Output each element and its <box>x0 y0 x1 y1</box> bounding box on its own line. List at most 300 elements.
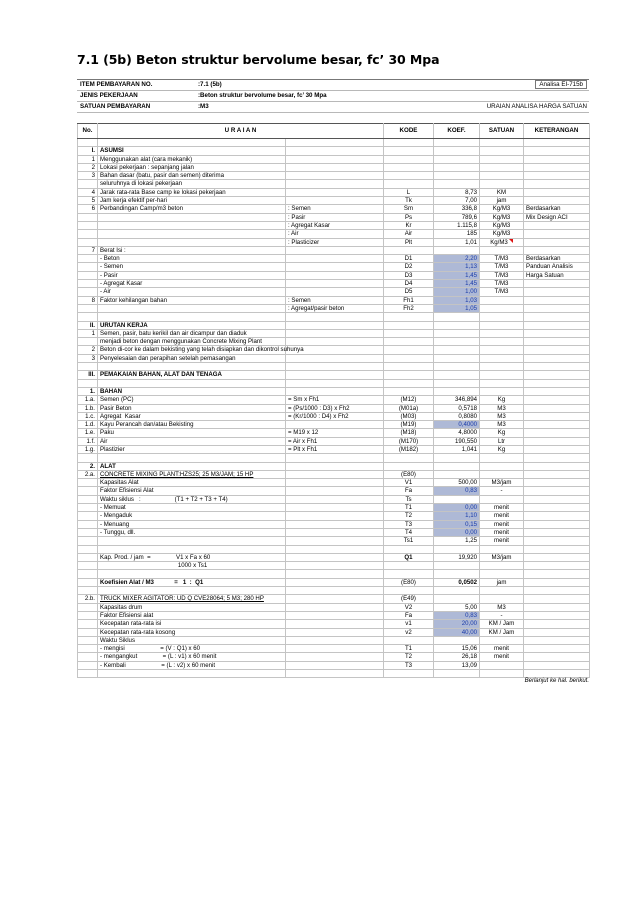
cell-kode: T4 <box>384 528 434 536</box>
cell-no <box>78 304 98 312</box>
cell-satuan <box>480 155 524 163</box>
cell-keterangan <box>524 288 590 296</box>
cell-kode: D1 <box>384 255 434 263</box>
cell-koef: 500,00 <box>434 479 480 487</box>
table-row <box>78 147 590 155</box>
cell-satuan <box>480 329 524 337</box>
table-row <box>78 587 590 595</box>
cell-satuan: menit <box>480 653 524 661</box>
table-row <box>78 313 590 321</box>
table-row <box>78 404 590 412</box>
cell-formula <box>286 620 384 628</box>
table-row <box>78 163 590 171</box>
cell-formula <box>286 371 384 379</box>
cell-keterangan <box>524 421 590 429</box>
cell-formula <box>286 504 384 512</box>
cell-formula <box>286 603 384 611</box>
cell-koef <box>434 454 480 462</box>
cell-uraian: Kap. Prod. / jam = V1 x Fa x 60 <box>98 553 286 561</box>
cell-koef: 789,6 <box>434 213 480 221</box>
table-row <box>78 255 590 263</box>
cell-formula <box>286 454 384 462</box>
cell-koef: 5,00 <box>434 603 480 611</box>
cell-formula <box>286 578 384 586</box>
cell-satuan: Ltr <box>480 437 524 445</box>
cell-uraian: Penyelesaian dan perapihan setelah pemasangan <box>98 354 286 362</box>
cell-koef: 1,00 <box>434 288 480 296</box>
table-row <box>78 371 590 379</box>
cell-formula: : Agregat/pasir beton <box>286 304 384 312</box>
cell-formula <box>286 354 384 362</box>
cell-kode: (M03) <box>384 412 434 420</box>
cell-satuan <box>480 454 524 462</box>
table-row <box>78 562 590 570</box>
cell-no <box>78 553 98 561</box>
cell-no <box>78 487 98 495</box>
cell-uraian: - Air <box>98 288 286 296</box>
cell-keterangan <box>524 304 590 312</box>
cell-keterangan <box>524 379 590 387</box>
cell-keterangan <box>524 462 590 470</box>
cell-koef <box>434 155 480 163</box>
cell-satuan: menit <box>480 537 524 545</box>
column-header-row <box>78 124 590 139</box>
cell-satuan <box>480 595 524 603</box>
cell-keterangan <box>524 180 590 188</box>
cell-satuan: Kg/M3 <box>480 213 524 221</box>
cell-satuan <box>480 180 524 188</box>
cell-uraian: Koefisien Alat / M3 = 1 : Q1 <box>98 578 286 586</box>
cell-satuan: M3 <box>480 603 524 611</box>
cell-keterangan <box>524 661 590 669</box>
cell-koef: 190,550 <box>434 437 480 445</box>
col-keterangan: KETERANGAN <box>524 124 590 139</box>
cell-no <box>78 255 98 263</box>
cell-koef <box>434 387 480 395</box>
cell-uraian: Jarak rata-rata Base camp ke lokasi pekerjaan <box>98 188 286 196</box>
cell-kode: T1 <box>384 645 434 653</box>
cell-no <box>78 363 98 371</box>
cell-koef <box>434 670 480 678</box>
cell-keterangan <box>524 454 590 462</box>
cell-uraian <box>98 238 286 246</box>
cell-formula <box>286 363 384 371</box>
cell-formula <box>286 645 384 653</box>
cell-satuan <box>480 346 524 354</box>
col-koef: KOEF. <box>434 124 480 139</box>
table-row <box>78 396 590 404</box>
cell-satuan: M3 <box>480 404 524 412</box>
cell-satuan: Kg <box>480 396 524 404</box>
cell-formula <box>286 595 384 603</box>
table-row <box>78 172 590 180</box>
cell-no: I. <box>78 147 98 155</box>
cell-koef: 0,83 <box>434 487 480 495</box>
cell-no <box>78 562 98 570</box>
cell-kode: Kr <box>384 221 434 229</box>
cell-koef: 1,13 <box>434 263 480 271</box>
cell-keterangan <box>524 197 590 205</box>
cell-uraian: Bahan dasar (batu, pasir dan semen) diterima <box>98 172 286 180</box>
cell-uraian: Waktu siklus : (T1 + T2 + T3 + T4) <box>98 495 286 503</box>
cell-keterangan <box>524 512 590 520</box>
cell-kode: Tk <box>384 197 434 205</box>
cell-uraian: - mengisi = (V : Q1) x 60 <box>98 645 286 653</box>
cell-kode <box>384 346 434 354</box>
cell-no: 1.d. <box>78 421 98 429</box>
cell-koef <box>434 562 480 570</box>
cell-formula <box>286 562 384 570</box>
cell-kode: V2 <box>384 603 434 611</box>
table-row <box>78 487 590 495</box>
cell-keterangan <box>524 520 590 528</box>
cell-uraian: Kayu Perancah dan/atau Bekisting <box>98 421 286 429</box>
cell-satuan <box>480 172 524 180</box>
cell-uraian <box>98 454 286 462</box>
cell-satuan: menit <box>480 504 524 512</box>
cell-uraian: Agregat Kasar <box>98 412 286 420</box>
table-row <box>78 429 590 437</box>
col-kode: KODE <box>384 124 434 139</box>
cell-koef <box>434 246 480 254</box>
cell-uraian: Beton di-cor ke dalam bekisting yang telah disiapkan dan dikontrol suhunya <box>98 346 286 354</box>
cell-no <box>78 520 98 528</box>
cell-no <box>78 645 98 653</box>
cell-keterangan: Berdasarkan <box>524 205 590 213</box>
cell-koef <box>434 595 480 603</box>
comment-marker-icon <box>509 239 513 243</box>
table-row <box>78 445 590 453</box>
cell-uraian: - Pasir <box>98 271 286 279</box>
cell-uraian: Kapasitas Alat <box>98 479 286 487</box>
cell-uraian <box>98 379 286 387</box>
cell-keterangan <box>524 354 590 362</box>
cell-kode <box>384 454 434 462</box>
table-row <box>78 271 590 279</box>
cell-koef: 1,03 <box>434 296 480 304</box>
cell-satuan: menit <box>480 520 524 528</box>
table-row <box>78 246 590 254</box>
table-row <box>78 363 590 371</box>
cell-kode <box>384 329 434 337</box>
cell-uraian: Paku <box>98 429 286 437</box>
cell-no: 1.e. <box>78 429 98 437</box>
cell-no <box>78 670 98 678</box>
cell-satuan <box>480 338 524 346</box>
cell-koef: 0,00 <box>434 504 480 512</box>
cell-koef: 0,8080 <box>434 412 480 420</box>
uraian-analisa-label: URAIAN ANALISA HARGA SATUAN <box>486 103 587 110</box>
table-row <box>78 379 590 387</box>
cell-no <box>78 587 98 595</box>
cell-no <box>78 545 98 553</box>
table-row <box>78 504 590 512</box>
table-row <box>78 462 590 470</box>
cell-uraian: Kapasitas drum <box>98 603 286 611</box>
cell-keterangan <box>524 653 590 661</box>
cell-kode: V1 <box>384 479 434 487</box>
cell-satuan: menit <box>480 528 524 536</box>
cell-kode: Plt <box>384 238 434 246</box>
cell-satuan <box>480 354 524 362</box>
cell-koef <box>434 172 480 180</box>
cell-kode: Fa <box>384 611 434 619</box>
cell-formula <box>286 387 384 395</box>
table-row <box>78 537 590 545</box>
cell-kode <box>384 155 434 163</box>
cell-no: 3 <box>78 354 98 362</box>
cell-keterangan <box>524 321 590 329</box>
cell-no: III. <box>78 371 98 379</box>
cell-satuan <box>480 147 524 155</box>
cell-formula <box>286 512 384 520</box>
cell-formula <box>286 479 384 487</box>
cell-keterangan: Berdasarkan <box>524 255 590 263</box>
cell-uraian: - Mengaduk <box>98 512 286 520</box>
cell-formula <box>286 520 384 528</box>
cell-no <box>78 313 98 321</box>
cell-no <box>78 139 98 147</box>
cell-keterangan: Mix Design ACI <box>524 213 590 221</box>
cell-formula: = Sm x Fh1 <box>286 396 384 404</box>
cell-koef <box>434 338 480 346</box>
cell-koef: 0,15 <box>434 520 480 528</box>
cell-kode <box>384 587 434 595</box>
cell-koef: 1,10 <box>434 512 480 520</box>
cell-keterangan <box>524 188 590 196</box>
cell-uraian: - Menuang <box>98 520 286 528</box>
cell-formula <box>286 537 384 545</box>
table-row <box>78 188 590 196</box>
cell-koef: 1,25 <box>434 537 480 545</box>
cell-kode <box>384 545 434 553</box>
cell-kode <box>384 636 434 644</box>
cell-formula <box>286 470 384 478</box>
cell-formula <box>286 180 384 188</box>
cell-keterangan <box>524 313 590 321</box>
cell-keterangan <box>524 528 590 536</box>
cell-uraian: - Agregat Kasar <box>98 280 286 288</box>
cell-uraian <box>98 230 286 238</box>
cell-formula <box>286 661 384 669</box>
cell-formula <box>286 628 384 636</box>
table-row <box>78 238 590 246</box>
cell-koef <box>434 371 480 379</box>
table-row <box>78 570 590 578</box>
cell-satuan <box>480 636 524 644</box>
cell-uraian: ASUMSI <box>98 147 286 155</box>
cell-formula: : Pasir <box>286 213 384 221</box>
cell-keterangan <box>524 603 590 611</box>
cell-uraian <box>98 670 286 678</box>
cell-satuan: T/M3 <box>480 271 524 279</box>
table-row <box>78 653 590 661</box>
cell-kode: T2 <box>384 512 434 520</box>
cell-uraian: menjadi beton dengan menggunakan Concrete Mixing Plant <box>98 338 286 346</box>
jenis-value: :Beton struktur bervolume besar, fc’ 30 Mpa <box>198 92 327 99</box>
cell-kode <box>384 670 434 678</box>
cell-no: 1.b. <box>78 404 98 412</box>
col-uraian: U R A I A N <box>98 124 384 139</box>
cell-kode: (M18) <box>384 429 434 437</box>
cell-keterangan: Harga Satuan <box>524 271 590 279</box>
cell-kode: Ps <box>384 213 434 221</box>
cell-koef: 1,01 <box>434 238 480 246</box>
cell-koef: 1,041 <box>434 445 480 453</box>
cell-koef <box>434 313 480 321</box>
cell-kode <box>384 163 434 171</box>
cell-kode: (E80) <box>384 578 434 586</box>
cell-uraian: Pasir Beton <box>98 404 286 412</box>
table-row <box>78 636 590 644</box>
cell-formula <box>286 545 384 553</box>
cell-uraian <box>98 363 286 371</box>
cell-uraian: Semen, pasir, batu kerikil dan air dicampur dan diaduk <box>98 329 286 337</box>
cell-formula <box>286 313 384 321</box>
cell-keterangan <box>524 487 590 495</box>
cell-formula <box>286 163 384 171</box>
cell-formula <box>286 139 384 147</box>
cell-koef: 13,09 <box>434 661 480 669</box>
cell-uraian <box>98 213 286 221</box>
cell-keterangan <box>524 163 590 171</box>
cell-no: 1 <box>78 155 98 163</box>
cell-koef: 0,4000 <box>434 421 480 429</box>
cell-keterangan <box>524 628 590 636</box>
cell-keterangan <box>524 645 590 653</box>
cell-formula <box>286 280 384 288</box>
cell-formula: = (Ps/1000 : D3) x Fh2 <box>286 404 384 412</box>
cell-no <box>78 636 98 644</box>
cell-no: 1 <box>78 329 98 337</box>
cell-keterangan <box>524 587 590 595</box>
cell-koef: 19,920 <box>434 553 480 561</box>
cell-koef: 336,8 <box>434 205 480 213</box>
cell-no <box>78 570 98 578</box>
table-row <box>78 454 590 462</box>
cell-formula <box>286 379 384 387</box>
col-satuan: SATUAN <box>480 124 524 139</box>
cell-satuan <box>480 246 524 254</box>
cell-koef <box>434 321 480 329</box>
cell-formula <box>286 570 384 578</box>
cell-kode <box>384 172 434 180</box>
cell-uraian: Kecepatan rata-rata isi <box>98 620 286 628</box>
cell-satuan: M3 <box>480 412 524 420</box>
cell-no <box>78 512 98 520</box>
cell-satuan: KM <box>480 188 524 196</box>
cell-kode <box>384 180 434 188</box>
table-row <box>78 479 590 487</box>
cell-uraian <box>98 313 286 321</box>
cell-koef: 20,00 <box>434 620 480 628</box>
cell-keterangan <box>524 429 590 437</box>
cell-kode: T2 <box>384 653 434 661</box>
cell-koef <box>434 495 480 503</box>
cell-keterangan <box>524 412 590 420</box>
table-row <box>78 329 590 337</box>
cell-formula <box>286 197 384 205</box>
cell-keterangan <box>524 504 590 512</box>
cell-kode: Q1 <box>384 553 434 561</box>
cell-koef: 4,8000 <box>434 429 480 437</box>
cell-formula <box>286 271 384 279</box>
table-row <box>78 288 590 296</box>
cell-kode <box>384 562 434 570</box>
cell-keterangan <box>524 553 590 561</box>
cell-keterangan <box>524 495 590 503</box>
cell-satuan: Kg/M3 <box>480 230 524 238</box>
cell-satuan <box>480 313 524 321</box>
cell-keterangan <box>524 155 590 163</box>
table-row <box>78 205 590 213</box>
cell-formula: : Semen <box>286 296 384 304</box>
cell-satuan: Kg <box>480 445 524 453</box>
cell-koef: 2,20 <box>434 255 480 263</box>
cell-formula <box>286 553 384 561</box>
table-row <box>78 603 590 611</box>
cell-keterangan <box>524 338 590 346</box>
cell-koef: 1.115,8 <box>434 221 480 229</box>
table-row <box>78 230 590 238</box>
cell-kode <box>384 147 434 155</box>
cell-no: 1.a. <box>78 396 98 404</box>
cell-uraian: - Memuat <box>98 504 286 512</box>
cell-uraian: - Beton <box>98 255 286 263</box>
table-row <box>78 545 590 553</box>
table-row <box>78 495 590 503</box>
cell-koef: 40,00 <box>434 628 480 636</box>
cell-satuan: KM / Jam <box>480 628 524 636</box>
table-row <box>78 661 590 669</box>
cell-no <box>78 528 98 536</box>
cell-kode: D5 <box>384 288 434 296</box>
cell-koef: 26,18 <box>434 653 480 661</box>
cell-satuan <box>480 387 524 395</box>
satuan-label: SATUAN PEMBAYARAN <box>80 103 151 110</box>
cell-keterangan <box>524 578 590 586</box>
cell-kode: v2 <box>384 628 434 636</box>
table-row <box>78 139 590 147</box>
cell-keterangan <box>524 329 590 337</box>
cell-no: 4 <box>78 188 98 196</box>
cell-kode <box>384 363 434 371</box>
cell-no: 1.c. <box>78 412 98 420</box>
cell-no <box>78 537 98 545</box>
continuation-note: Berlanjut ke hal. berikut. <box>524 678 589 685</box>
cell-koef <box>434 363 480 371</box>
cell-uraian <box>98 545 286 553</box>
cell-koef <box>434 147 480 155</box>
cell-koef: 1,45 <box>434 280 480 288</box>
table-row <box>78 387 590 395</box>
cell-keterangan <box>524 387 590 395</box>
table-row <box>78 553 590 561</box>
cell-satuan <box>480 304 524 312</box>
cell-keterangan <box>524 470 590 478</box>
cell-koef <box>434 163 480 171</box>
cell-satuan: M3 <box>480 421 524 429</box>
table-row <box>78 321 590 329</box>
cell-keterangan <box>524 595 590 603</box>
analisa-code: Analisa EI-715b <box>535 80 587 89</box>
cell-no: 8 <box>78 296 98 304</box>
cell-satuan <box>480 363 524 371</box>
cell-koef <box>434 587 480 595</box>
cell-formula <box>286 188 384 196</box>
cell-uraian: Berat Isi : <box>98 246 286 254</box>
cell-koef: 0,5718 <box>434 404 480 412</box>
